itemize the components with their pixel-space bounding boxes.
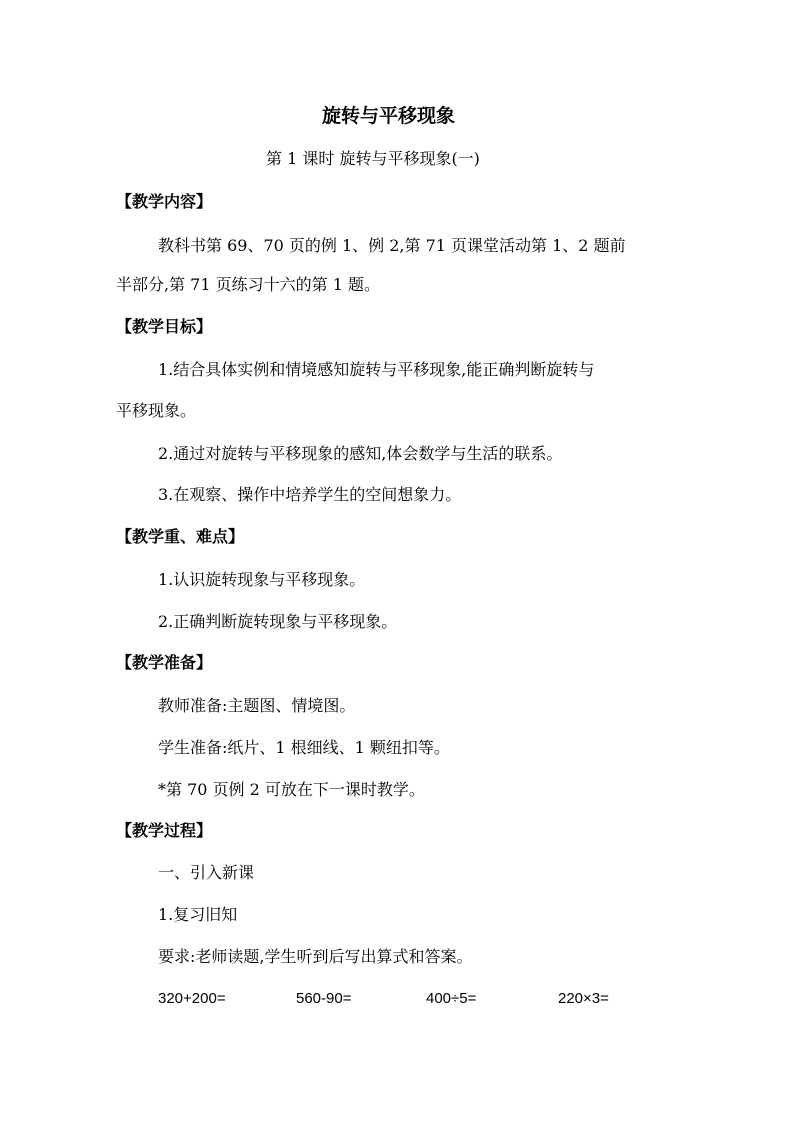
section-heading-prep: 【教学准备】 — [116, 653, 213, 672]
calc-expression-3: 400÷5= — [426, 990, 477, 1007]
section-heading-goals: 【教学目标】 — [116, 317, 213, 336]
goal-item-2: 2.通过对旋转与平移现象的感知,体会数学与生活的联系。 — [158, 444, 563, 463]
section-heading-process: 【教学过程】 — [116, 821, 213, 840]
calc-expression-2: 560-90= — [296, 990, 352, 1007]
prep-note: *第 70 页例 2 可放在下一课时教学。 — [158, 780, 425, 799]
calc-expression-1: 320+200= — [158, 990, 226, 1007]
section-heading-keypoints: 【教学重、难点】 — [116, 527, 245, 546]
lesson-subtitle: 第 1 课时 旋转与平移现象(一) — [266, 149, 480, 168]
goal-item-1-line-1: 1.结合具体实例和情境感知旋转与平移现象,能正确判断旋转与 — [158, 360, 595, 379]
process-sub-1: 1.复习旧知 — [158, 905, 238, 924]
keypoint-item-1: 1.认识旋转现象与平移现象。 — [158, 570, 366, 589]
keypoint-item-2: 2.正确判断旋转现象与平移现象。 — [158, 612, 398, 631]
prep-teacher: 教师准备:主题图、情境图。 — [158, 696, 356, 715]
calc-expression-4: 220×3= — [558, 990, 609, 1007]
process-step-1: 一、引入新课 — [158, 863, 255, 882]
prep-student: 学生准备:纸片、1 根细线、1 颗纽扣等。 — [158, 738, 450, 757]
goal-item-3: 3.在观察、操作中培养学生的空间想象力。 — [158, 485, 462, 504]
page-title: 旋转与平移现象 — [322, 105, 456, 127]
section-heading-content: 【教学内容】 — [116, 192, 213, 211]
process-requirement: 要求:老师读题,学生听到后写出算式和答案。 — [158, 947, 473, 966]
goal-item-1-line-2: 平移现象。 — [116, 401, 197, 420]
content-paragraph-line-2: 半部分,第 71 页练习十六的第 1 题。 — [116, 275, 380, 294]
content-paragraph-line-1: 教科书第 69、70 页的例 1、例 2,第 71 页课堂活动第 1、2 题前 — [158, 236, 626, 255]
